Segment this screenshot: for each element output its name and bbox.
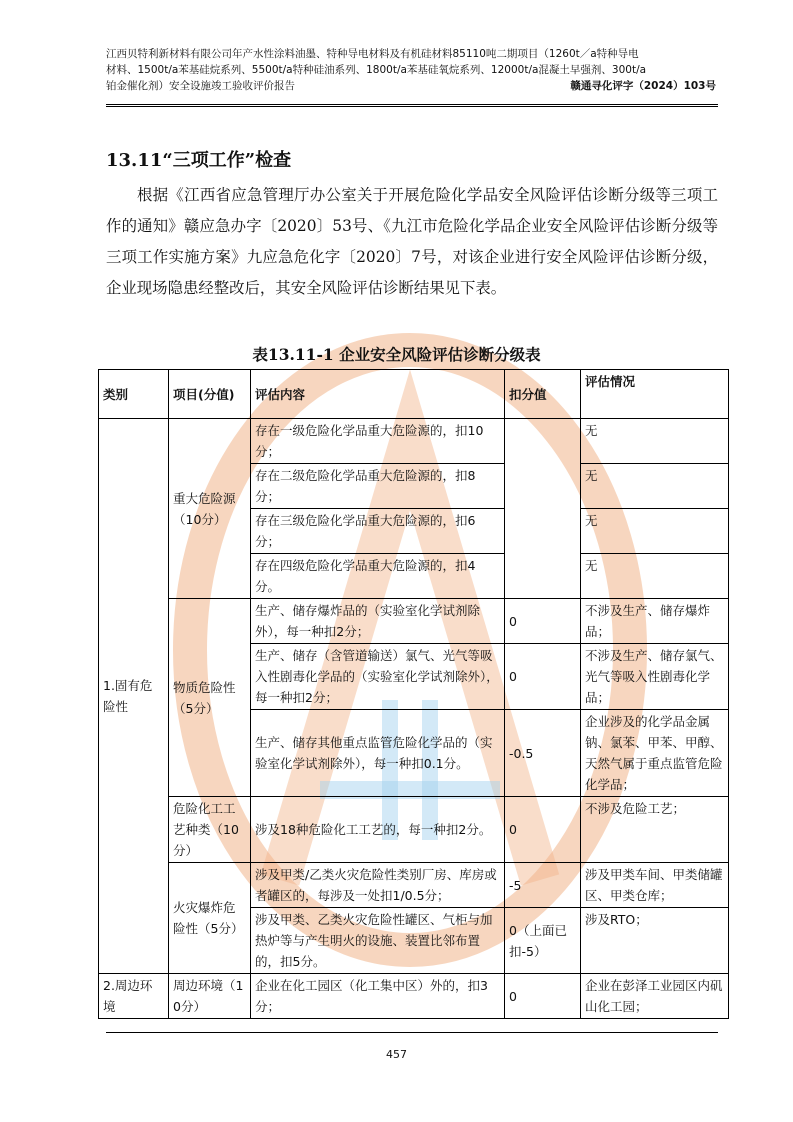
content-cell: 涉及18种危险化工工艺的，每一种扣2分。 bbox=[251, 797, 505, 863]
deduction-cell: 0 bbox=[505, 974, 581, 1019]
content-cell: 生产、储存其他重点监管危险化学品的（实验室化学试剂除外），每一种扣0.1分。 bbox=[251, 710, 505, 797]
risk-assessment-table bbox=[98, 369, 729, 1019]
header-line-1: 江西贝特利新材料有限公司年产水性涂料油墨、特种导电材料及有机硅材料85110吨二期项目（1260t／a特种导电 bbox=[106, 48, 639, 60]
item-fire-explosion: 火灾爆炸危险性（5分） bbox=[169, 863, 251, 974]
table-header-row bbox=[99, 370, 729, 419]
content-cell: 涉及甲类/乙类火灾危险性类别厂房、库房或者罐区的，每涉及一处扣1/0.5分； bbox=[251, 863, 505, 908]
assessment-cell: 无 bbox=[581, 419, 729, 464]
page-header bbox=[106, 46, 716, 94]
item-chemical-process: 危险化工工艺种类（10分） bbox=[169, 797, 251, 863]
header-doc-number: 赣通寻化评字（2024）103号 bbox=[570, 80, 716, 92]
content-cell: 存在二级危险化学品重大危险源的，扣8分； bbox=[251, 464, 505, 509]
header-item: 项目(分值) bbox=[169, 370, 251, 419]
item-material-hazard: 物质危险性（5分） bbox=[169, 599, 251, 797]
table-row bbox=[99, 974, 729, 1019]
header-deduction: 扣分值 bbox=[505, 370, 581, 419]
assessment-cell: 不涉及危险工艺； bbox=[581, 797, 729, 863]
assessment-cell: 涉及RTO； bbox=[581, 908, 729, 974]
assessment-cell: 无 bbox=[581, 509, 729, 554]
item-surroundings: 周边环境（10分） bbox=[169, 974, 251, 1019]
deduction-cell: 0（上面已扣-5） bbox=[505, 908, 581, 974]
content-cell: 存在一级危险化学品重大危险源的，扣10分； bbox=[251, 419, 505, 464]
deduction-cell bbox=[505, 419, 581, 599]
header-line-3: 铂金催化剂）安全设施竣工验收评价报告 bbox=[106, 80, 295, 92]
footer-rule bbox=[106, 1032, 718, 1033]
body-paragraph: 根据《江西省应急管理厅办公室关于开展危险化学品安全风险评估诊断分级等三项工作的通知》赣应急办字〔2020〕53号、《九江市危险化学品企业安全风险评估诊断分级等三项工作实施方案》九应急危化字〔2020〕7号，对该企业进行安全风险评估诊断分级，企业现场隐患经整改后，其安全风险评估诊断结果见下表。 bbox=[106, 186, 718, 297]
content-cell: 涉及甲类、乙类火灾危险性罐区、气柜与加热炉等与产生明火的设施、装置比邻布置的，扣5分。 bbox=[251, 908, 505, 974]
deduction-cell: 0 bbox=[505, 599, 581, 644]
content-cell: 存在三级危险化学品重大危险源的，扣6分； bbox=[251, 509, 505, 554]
assessment-cell: 涉及甲类车间、甲类储罐区、甲类仓库； bbox=[581, 863, 729, 908]
assessment-cell: 无 bbox=[581, 554, 729, 599]
header-line-2: 材料、1500t/a苯基硅烷系列、5500t/a特种硅油系列、1800t/a苯基硅氧烷系列、12000t/a混凝土早强剂、300t/a bbox=[106, 64, 647, 76]
assessment-cell: 企业在彭泽工业园区内矶山化工园； bbox=[581, 974, 729, 1019]
deduction-cell: -5 bbox=[505, 863, 581, 908]
table-row bbox=[99, 599, 729, 644]
table-row bbox=[99, 797, 729, 863]
content-cell: 生产、储存爆炸品的（实验室化学试剂除外），每一种扣2分； bbox=[251, 599, 505, 644]
table-title: 表13.11-1 企业安全风险评估诊断分级表 bbox=[252, 345, 541, 364]
header-assessment: 评估情况 bbox=[581, 370, 729, 419]
content-cell: 企业在化工园区（化工集中区）外的，扣3分； bbox=[251, 974, 505, 1019]
content-cell: 生产、储存（含管道输送）氯气、光气等吸入性剧毒化学品的（实验室化学试剂除外），每一种扣2分； bbox=[251, 644, 505, 710]
table-row bbox=[99, 863, 729, 908]
content-cell: 存在四级危险化学品重大危险源的，扣4分。 bbox=[251, 554, 505, 599]
category-surroundings: 2.周边环境 bbox=[99, 974, 169, 1019]
assessment-cell: 企业涉及的化学品金属钠、氯苯、甲苯、甲醇、天然气属于重点监管危险化学品； bbox=[581, 710, 729, 797]
item-major-hazard: 重大危险源（10分） bbox=[169, 419, 251, 599]
deduction-cell: 0 bbox=[505, 797, 581, 863]
assessment-cell: 无 bbox=[581, 464, 729, 509]
deduction-cell: -0.5 bbox=[505, 710, 581, 797]
deduction-cell: 0 bbox=[505, 644, 581, 710]
header-content: 评估内容 bbox=[251, 370, 505, 419]
category-inherent-risk: 1.固有危险性 bbox=[99, 419, 169, 974]
section-title: 13.11“三项工作”检查 bbox=[106, 150, 292, 171]
header-rule bbox=[106, 104, 718, 107]
assessment-cell: 不涉及生产、储存爆炸品； bbox=[581, 599, 729, 644]
assessment-cell: 不涉及生产、储存氯气、光气等吸入性剧毒化学品； bbox=[581, 644, 729, 710]
page-number: 457 bbox=[386, 1048, 407, 1061]
table-row bbox=[99, 419, 729, 464]
header-category: 类别 bbox=[99, 370, 169, 419]
